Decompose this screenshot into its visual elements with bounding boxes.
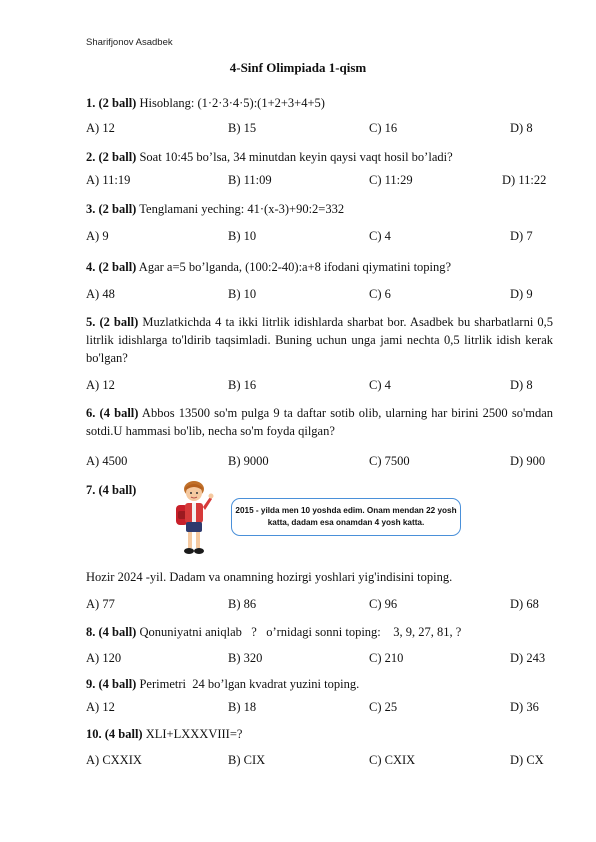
q7-option-c: C) 96 bbox=[369, 597, 398, 611]
q2-option-a: A) 11:19 bbox=[86, 173, 131, 187]
q7-option-b: B) 86 bbox=[228, 597, 257, 611]
q3-option-b: B) 10 bbox=[228, 229, 257, 243]
q2-option-d: D) 11:22 bbox=[502, 173, 547, 187]
question-4 bbox=[86, 258, 553, 276]
q3-option-a: A) 9 bbox=[86, 229, 109, 243]
q1-option-d: D) 8 bbox=[510, 121, 533, 135]
question-9 bbox=[86, 675, 553, 693]
question-8-text: Qonuniyatni aniqlab ? o’rnidagi sonni toping: 3, 9, 27, 81, ? bbox=[139, 625, 462, 639]
question-7 bbox=[86, 568, 553, 586]
q6-option-d: D) 900 bbox=[510, 454, 546, 468]
page-title: 4-Sinf Olimpiada 1-qism bbox=[229, 60, 367, 75]
q5-option-b: B) 16 bbox=[228, 378, 257, 392]
question-7-number-line bbox=[86, 481, 553, 499]
q8-option-b: B) 320 bbox=[228, 651, 263, 665]
question-3-options bbox=[86, 229, 556, 247]
question-4-text: Agar a=5 bo’lganda, (100:2-40):a+8 ifodani qiymatini toping? bbox=[138, 260, 452, 274]
q8-option-c: C) 210 bbox=[369, 651, 404, 665]
q3-option-d: D) 7 bbox=[510, 229, 533, 243]
question-9-number: 9. (4 ball) bbox=[86, 677, 137, 691]
question-6-options bbox=[86, 454, 556, 472]
q4-option-a: A) 48 bbox=[86, 287, 115, 301]
question-9-options bbox=[86, 700, 556, 718]
question-3-number: 3. (2 ball) bbox=[86, 202, 137, 216]
q10-option-b: B) CIX bbox=[228, 753, 266, 767]
q3-option-c: C) 4 bbox=[369, 229, 391, 243]
q10-option-c: C) CXIX bbox=[369, 753, 416, 767]
question-7-number: 7. (4 ball) bbox=[86, 483, 137, 497]
question-6-number: 6. (4 ball) bbox=[86, 406, 139, 420]
q10-option-d: D) CX bbox=[510, 753, 544, 767]
question-7-text: Hozir 2024 -yil. Dadam va onamning hozirgi yoshlari yig'indisini toping. bbox=[86, 570, 453, 584]
q8-option-d: D) 243 bbox=[510, 651, 546, 665]
question-1-number: 1. (2 ball) bbox=[86, 96, 137, 110]
question-2-options bbox=[86, 173, 556, 191]
q5-option-a: A) 12 bbox=[86, 378, 115, 392]
q6-option-b: B) 9000 bbox=[228, 454, 269, 468]
question-1 bbox=[86, 94, 553, 112]
q4-option-c: C) 6 bbox=[369, 287, 391, 301]
q2-option-c: C) 11:29 bbox=[369, 173, 413, 187]
question-4-number: 4. (2 ball) bbox=[86, 260, 137, 274]
question-9-text: Perimetri 24 bo’lgan kvadrat yuzini toping. bbox=[139, 677, 360, 691]
question-5-options bbox=[86, 378, 556, 396]
q5-option-c: C) 4 bbox=[369, 378, 391, 392]
question-2 bbox=[86, 148, 553, 166]
q1-option-b: B) 15 bbox=[228, 121, 257, 135]
question-8 bbox=[86, 623, 553, 641]
q4-option-b: B) 10 bbox=[228, 287, 257, 301]
q5-option-d: D) 8 bbox=[510, 378, 533, 392]
question-2-number: 2. (2 ball) bbox=[86, 150, 137, 164]
question-10-options bbox=[86, 753, 556, 771]
q6-option-a: A) 4500 bbox=[86, 454, 128, 468]
schoolboy-illustration bbox=[172, 479, 216, 559]
question-2-text: Soat 10:45 bo’lsa, 34 minutdan keyin qaysi vaqt hosil bo’ladi? bbox=[139, 150, 453, 164]
q9-option-a: A) 12 bbox=[86, 700, 115, 714]
question-10-text: XLI+LXXXVIII=? bbox=[145, 727, 243, 741]
question-1-text: Hisoblang: (1·2·3·4·5):(1+2+3+4+5) bbox=[139, 96, 325, 110]
q2-option-b: B) 11:09 bbox=[228, 173, 272, 187]
question-10 bbox=[86, 725, 553, 743]
q8-option-a: A) 120 bbox=[86, 651, 122, 665]
question-8-number: 8. (4 ball) bbox=[86, 625, 137, 639]
question-3 bbox=[86, 200, 553, 218]
question-8-options bbox=[86, 651, 556, 669]
q9-option-c: C) 25 bbox=[369, 700, 398, 714]
q9-option-d: D) 36 bbox=[510, 700, 539, 714]
question-5-number: 5. (2 ball) bbox=[86, 315, 139, 329]
question-6-text: Abbos 13500 so'm pulga 9 ta daftar sotib olib, ularning har birini 2500 so'mdan sotdi.U hammasi bo'lib, necha so'm foyda qilgan? bbox=[86, 406, 553, 438]
q6-option-c: C) 7500 bbox=[369, 454, 410, 468]
speech-bubble: 2015 - yilda men 10 yoshda edim. Onam mendan 22 yosh katta, dadam esa onamdan 4 yosh katta. bbox=[231, 498, 461, 536]
question-1-options bbox=[86, 121, 556, 139]
question-6 bbox=[86, 404, 553, 440]
question-5-text: Muzlatkichda 4 ta ikki litrlik idishlarda sharbat bor. Asadbek bu sharbatlarni 0,5 litrlik idishlarga to'ldirib taqsimladi. Buning uchun unga jami nechta 0,5 litrlik idish kerak bo'lgan? bbox=[86, 315, 553, 365]
question-7-options bbox=[86, 597, 556, 615]
page-header-author: Sharifjonov Asadbek bbox=[86, 37, 173, 48]
q4-option-d: D) 9 bbox=[510, 287, 533, 301]
question-10-number: 10. (4 ball) bbox=[86, 727, 143, 741]
q7-option-d: D) 68 bbox=[510, 597, 539, 611]
q9-option-b: B) 18 bbox=[228, 700, 257, 714]
question-3-text: Tenglamani yeching: 41·(x-3)+90:2=332 bbox=[139, 202, 345, 216]
q1-option-c: C) 16 bbox=[369, 121, 398, 135]
q1-option-a: A) 12 bbox=[86, 121, 115, 135]
question-5 bbox=[86, 313, 553, 367]
question-4-options bbox=[86, 287, 556, 305]
q10-option-a: A) CXXIX bbox=[86, 753, 142, 767]
q7-option-a: A) 77 bbox=[86, 597, 115, 611]
